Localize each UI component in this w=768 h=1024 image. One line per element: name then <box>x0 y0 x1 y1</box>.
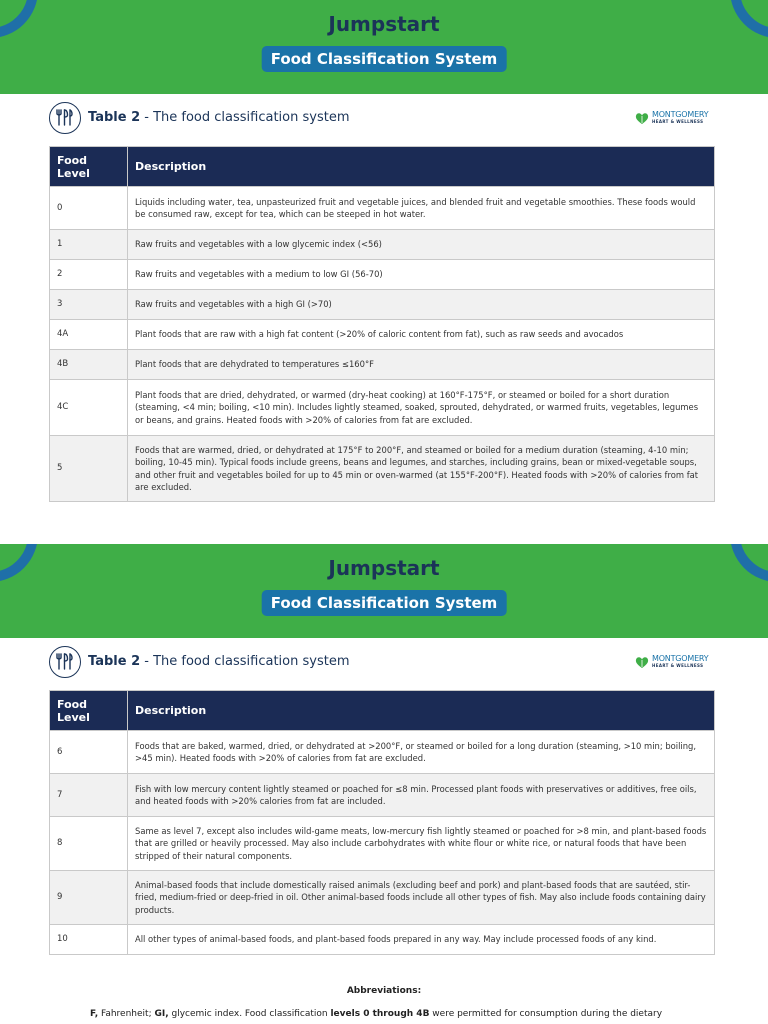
page-title: Jumpstart <box>328 12 440 36</box>
abbr-f: F, <box>90 1009 99 1019</box>
table-row <box>50 290 715 320</box>
montgomery-logo <box>635 110 715 128</box>
food-level-cell: 3 <box>50 290 128 320</box>
page-title: Jumpstart <box>328 556 440 580</box>
table-caption-text: - The food classification system <box>140 654 350 669</box>
abbr-levels: levels 0 through 4B <box>330 1009 430 1019</box>
description-cell: Animal-based foods that include domestically raised animals (excluding beef and pork) and plant-based foods that are sautéed, stir-fried, medium-fried or deep-fried in oil. Other animal-based foods include all other types of fish. May also include foods containing dairy products. <box>128 871 715 925</box>
montgomery-logo <box>635 654 715 672</box>
table-row <box>50 731 715 774</box>
table-row <box>50 817 715 871</box>
food-level-cell: 2 <box>50 260 128 290</box>
table-row <box>50 774 715 817</box>
header-banner <box>0 0 768 94</box>
leaf-heart-icon <box>635 656 649 669</box>
food-level-cell: 5 <box>50 436 128 502</box>
column-header-description: Description <box>128 691 715 731</box>
food-level-cell: 4A <box>50 320 128 350</box>
table-header-row <box>50 691 715 731</box>
description-cell: Fish with low mercury content lightly steamed or poached for ≤8 min. Processed plant foods with preservatives or additives, free oils, and heated foods with >20% calories from fat are included. <box>128 774 715 817</box>
table-caption-row <box>49 646 715 682</box>
abbr-gi-text: glycemic index. Food classification <box>168 1009 331 1019</box>
logo-tagline: HEART & WELLNESS <box>652 119 704 124</box>
description-cell: Raw fruits and vegetables with a low glycemic index (<56) <box>128 230 715 260</box>
table-caption <box>88 654 349 669</box>
table-row <box>50 436 715 502</box>
food-level-cell: 8 <box>50 817 128 871</box>
abbr-tail: were permitted for consumption during the dietary <box>429 1009 663 1019</box>
column-header-food-level: Food Level <box>50 691 128 731</box>
column-header-food-level: Food Level <box>50 147 128 187</box>
page-subtitle-badge: Food Classification System <box>262 590 507 616</box>
description-cell: Foods that are warmed, dried, or dehydrated at 175°F to 200°F, and steamed or boiled for a medium duration (steaming, 4-10 min; boiling, 10-45 min). Typical foods include greens, beans and legumes, and starches, including grains, bean or mixed-vegetable soups, and other fruit and vegetables boiled for up to 45 min or oven-warmed (at 155°F-200°F). Heated foods with >20% of calories from fat are excluded. <box>128 436 715 502</box>
logo-brand: MONTGOMERY <box>652 654 709 663</box>
table-caption <box>88 110 349 125</box>
table-row <box>50 260 715 290</box>
table-row <box>50 925 715 955</box>
description-cell: Plant foods that are dehydrated to temperatures ≤160°F <box>128 350 715 380</box>
page-subtitle-badge: Food Classification System <box>262 46 507 72</box>
table-caption-label: Table 2 <box>88 654 141 669</box>
description-cell: All other types of animal-based foods, and plant-based foods prepared in any way. May include processed foods of any kind. <box>128 925 715 955</box>
table-row <box>50 230 715 260</box>
table-row <box>50 320 715 350</box>
description-cell: Raw fruits and vegetables with a high GI (>70) <box>128 290 715 320</box>
table-header-row <box>50 147 715 187</box>
abbr-gi: GI, <box>154 1009 169 1019</box>
description-cell: Plant foods that are raw with a high fat content (>20% of caloric content from fat), such as raw seeds and avocados <box>128 320 715 350</box>
abbreviations-title: Abbreviations: <box>346 986 422 996</box>
description-cell: Raw fruits and vegetables with a medium to low GI (56-70) <box>128 260 715 290</box>
food-classification-table <box>49 690 715 955</box>
description-cell: Liquids including water, tea, unpasteurized fruit and vegetable juices, and blended fruit and vegetable smoothies. These foods would be consumed raw, except for tea, which can be steeped in hot water. <box>128 187 715 230</box>
table-row <box>50 380 715 436</box>
table-caption-text: - The food classification system <box>140 110 350 125</box>
food-classification-table <box>49 146 715 502</box>
abbr-f-text: Fahrenheit; <box>98 1009 155 1019</box>
table-row <box>50 187 715 230</box>
cutlery-icon <box>49 102 81 134</box>
table-row <box>50 871 715 925</box>
description-cell: Plant foods that are dried, dehydrated, or warmed (dry-heat cooking) at 160°F-175°F, or steamed or boiled for a short duration (steaming, <4 min; boiling, <10 min). Includes lightly steamed, soaked, sprouted, dehydrated, or warmed fruits, vegetables, legumes or beans, and grains. Heated foods with >20% of calories from fat are excluded. <box>128 380 715 436</box>
food-level-cell: 0 <box>50 187 128 230</box>
cutlery-icon <box>49 646 81 678</box>
food-level-cell: 9 <box>50 871 128 925</box>
table-row <box>50 350 715 380</box>
abbreviations-text <box>90 1009 662 1019</box>
table-caption-row <box>49 102 715 138</box>
food-level-cell: 10 <box>50 925 128 955</box>
column-header-description: Description <box>128 147 715 187</box>
table-caption-label: Table 2 <box>88 110 141 125</box>
food-level-cell: 4B <box>50 350 128 380</box>
logo-brand: MONTGOMERY <box>652 110 709 119</box>
food-level-cell: 1 <box>50 230 128 260</box>
food-level-cell: 6 <box>50 731 128 774</box>
leaf-heart-icon <box>635 112 649 125</box>
logo-tagline: HEART & WELLNESS <box>652 663 704 668</box>
header-banner <box>0 544 768 638</box>
food-level-cell: 4C <box>50 380 128 436</box>
description-cell: Foods that are baked, warmed, dried, or dehydrated at >200°F, or steamed or boiled for a long duration (steaming, >10 min; boiling, >45 min). Heated foods with >20% of calories from fat are excluded. <box>128 731 715 774</box>
description-cell: Same as level 7, except also includes wild-game meats, low-mercury fish lightly steamed or poached for >8 min, and plant-based foods that are grilled or heavily processed. May also include carbohydrates with white flour or white rice, or natural foods that have been stripped of their natural components. <box>128 817 715 871</box>
food-level-cell: 7 <box>50 774 128 817</box>
